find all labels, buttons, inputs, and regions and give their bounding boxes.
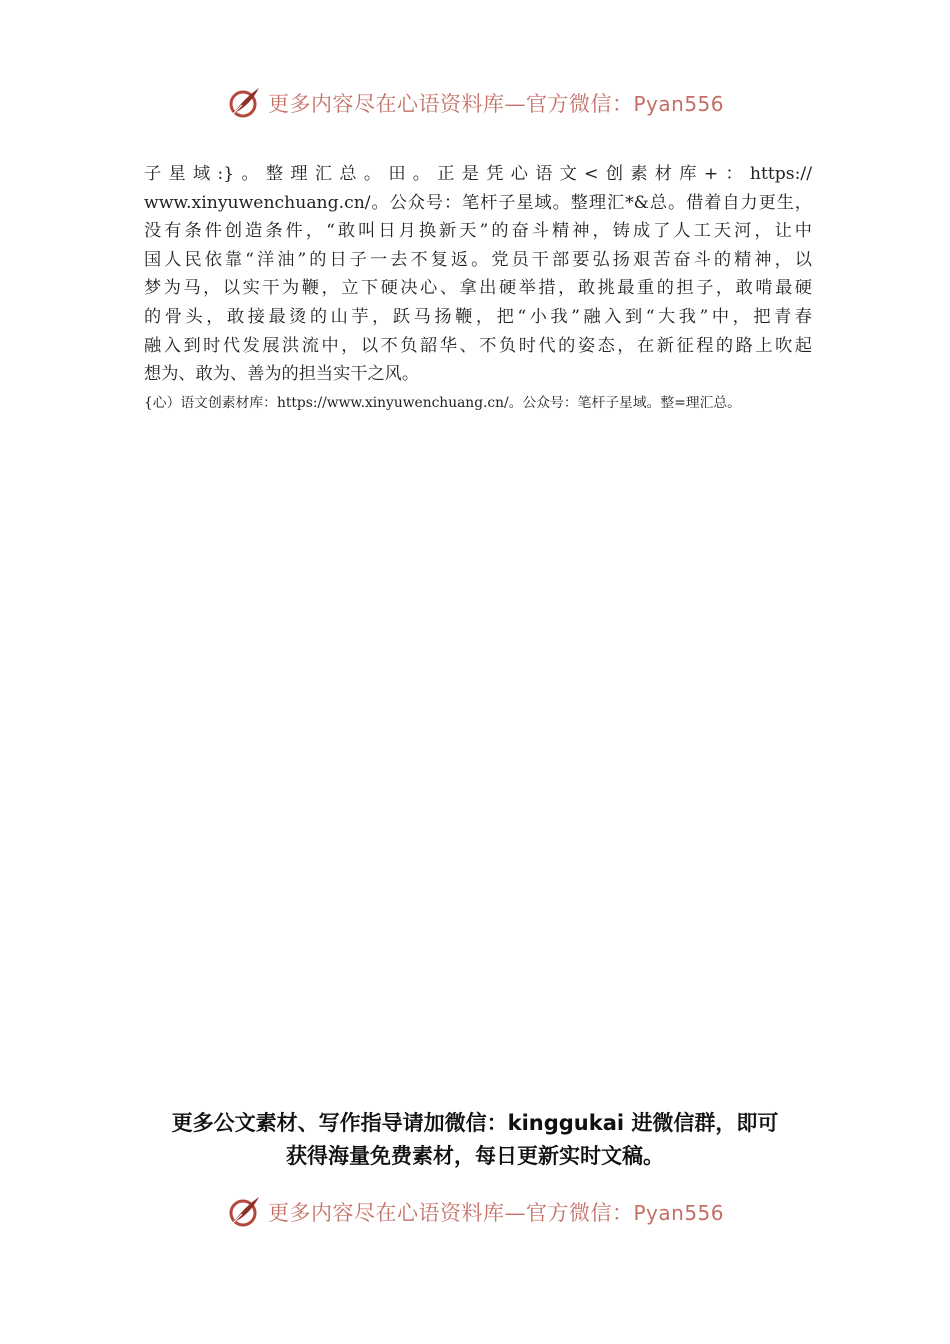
footer-banner	[0, 1192, 950, 1232]
body-line-4: 国人民依靠“洋油”的日子一去不复返。党员干部要弘扬艰苦奋斗的精神，以	[144, 249, 812, 270]
body-line-6: 的骨头，敢接最烫的山芋，跃马扬鞭，把“小我”融入到“大我”中，把青春	[144, 306, 812, 327]
header-wechat-id: Pyan556	[633, 92, 724, 116]
body-line-7: 融入到时代发展洪流中，以不负韶华、不负时代的姿态，在新征程的路上吹起	[144, 335, 812, 356]
promo-line-1: 更多公文素材、写作指导请加微信：kinggukai 进微信群，即可	[171, 1111, 779, 1135]
body-line-5: 梦为马，以实干为鞭，立下硬决心、拿出硬举措，敢挑最重的担子，敢啃最硬	[144, 278, 812, 299]
quill-pen-logo-icon	[226, 85, 262, 121]
quill-pen-logo-icon	[226, 1194, 262, 1230]
header-banner-text: 更多内容尽在心语资料库—官方微信：Pyan556	[267, 92, 724, 116]
footer-banner-text: 更多内容尽在心语资料库—官方微信：Pyan556	[267, 1201, 724, 1225]
body-line-3: 没有条件创造条件，“敢叫日月换新天”的奋斗精神，铸成了人工天河，让中	[144, 221, 812, 242]
body-line-8: 想为、敢为、善为的担当实干之风。	[144, 364, 420, 385]
footnote: {心）语文创素材库：https://www.xinyuwenchuang.cn/。公众号：笔杆子星域。整=理汇总。	[144, 395, 741, 411]
promo-line-2: 获得海量免费素材，每日更新实时文稿。	[286, 1144, 664, 1168]
body-line-1: 子星域:}。整理汇总。田。正是凭心语文<创素材库+：https://	[144, 164, 812, 184]
promo-block	[0, 1107, 950, 1173]
body-line-2: www.xinyuwenchuang.cn/。公众号：笔杆子星域。整理汇*&总。借着自力更生，	[144, 192, 812, 213]
article-body	[144, 160, 812, 389]
footer-wechat-id: Pyan556	[633, 1201, 724, 1225]
header-banner	[0, 83, 950, 123]
